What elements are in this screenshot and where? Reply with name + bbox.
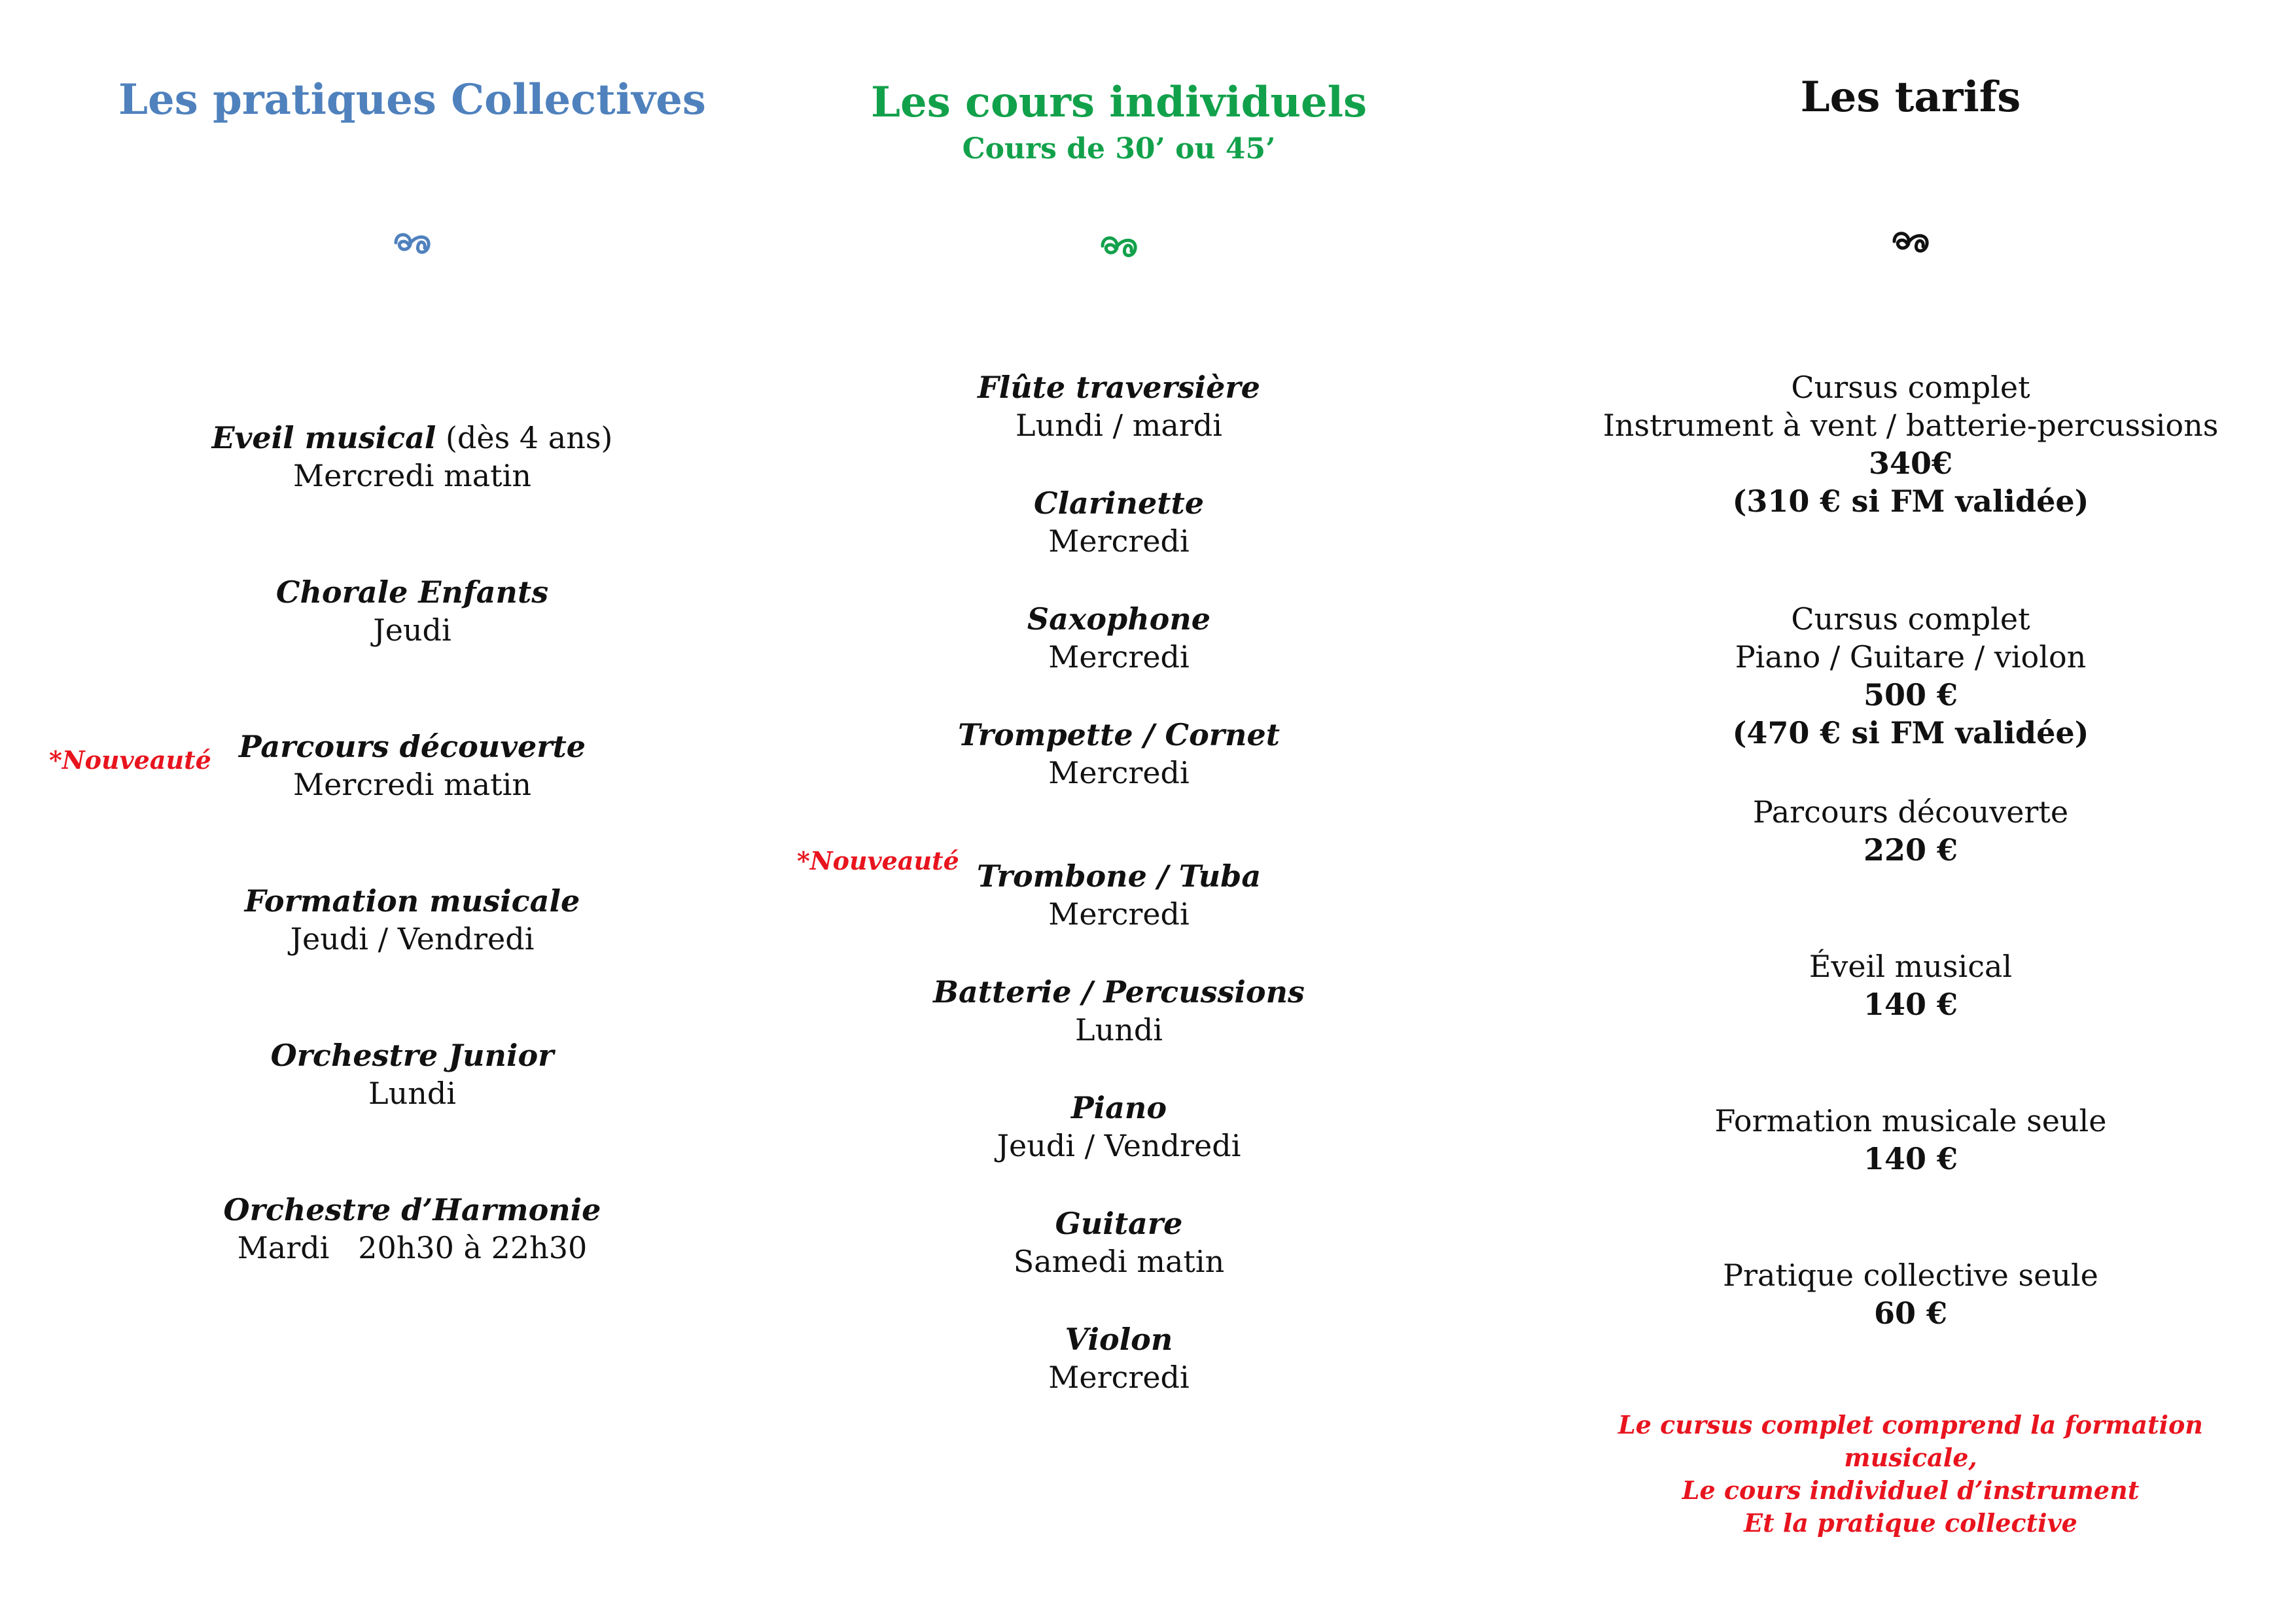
tariff-label: Formation musicale seule bbox=[1714, 1103, 2107, 1138]
item-schedule: Mercredi matin bbox=[293, 458, 531, 493]
tariff-reduced-price: (310 € si FM validée) bbox=[1732, 484, 2089, 519]
tariff-label: Parcours découverte bbox=[1752, 794, 2069, 830]
item-title: Eveil musical bbox=[211, 420, 436, 455]
item-schedule: Mercredi bbox=[1048, 755, 1190, 790]
footnote-line: Le cours individuel d’instrument bbox=[1682, 1475, 2140, 1505]
tariff-block bbox=[1551, 600, 2270, 752]
tariff-block bbox=[1551, 793, 2270, 869]
tariff-block bbox=[1551, 1256, 2270, 1332]
item-title: Saxophone bbox=[1027, 601, 1211, 637]
list-item bbox=[85, 573, 739, 649]
tariff-price: 140 € bbox=[1863, 987, 1958, 1022]
list-item bbox=[792, 716, 1446, 792]
item-title: Orchestre d’Harmonie bbox=[223, 1192, 601, 1227]
item-title: Trombone / Tuba bbox=[976, 858, 1262, 894]
item-title: Piano bbox=[1071, 1090, 1167, 1125]
collective-practices-column bbox=[85, 0, 739, 1622]
item-schedule: Mardi 20h30 à 22h30 bbox=[237, 1230, 588, 1265]
cursus-footnote bbox=[1551, 1409, 2270, 1540]
fleuron-icon-svg bbox=[389, 226, 435, 258]
item-schedule: Mercredi bbox=[1048, 639, 1190, 675]
prices-column bbox=[1551, 0, 2270, 1622]
list-item bbox=[85, 882, 739, 958]
item-schedule: Jeudi / Vendredi bbox=[290, 921, 535, 957]
tariff-price: 500 € bbox=[1863, 677, 1958, 713]
tariff-label: Éveil musical bbox=[1809, 949, 2013, 984]
list-item bbox=[792, 600, 1446, 676]
item-age-note: (dès 4 ans) bbox=[436, 420, 613, 455]
fleuron-icon-svg bbox=[1096, 229, 1142, 262]
tariff-block bbox=[1551, 368, 2270, 520]
tariff-label: Cursus complet bbox=[1791, 601, 2030, 637]
fleuron-icon bbox=[85, 226, 739, 264]
item-schedule: Jeudi bbox=[373, 612, 451, 648]
list-item bbox=[792, 484, 1446, 560]
item-title: Parcours découverte bbox=[239, 729, 586, 764]
item-schedule: Mercredi bbox=[1048, 896, 1190, 932]
tariff-price: 340€ bbox=[1868, 446, 1953, 481]
list-item bbox=[792, 1205, 1446, 1280]
tariff-detail: Instrument à vent / batterie-percussions bbox=[1602, 408, 2219, 443]
tariff-price: 220 € bbox=[1863, 832, 1958, 868]
item-schedule: Lundi bbox=[1075, 1012, 1163, 1048]
item-schedule: Mercredi bbox=[1048, 1360, 1190, 1395]
item-schedule: Lundi bbox=[368, 1076, 456, 1111]
list-item bbox=[792, 973, 1446, 1049]
tariff-price: 60 € bbox=[1873, 1296, 1948, 1331]
fleuron-icon bbox=[1551, 224, 2270, 263]
item-title: Batterie / Percussions bbox=[933, 974, 1305, 1010]
fleuron-icon bbox=[792, 229, 1446, 268]
item-title: Formation musicale bbox=[244, 883, 580, 919]
item-title: Chorale Enfants bbox=[275, 574, 549, 610]
footnote-line: Le cursus complet comprend la formation musicale, bbox=[1618, 1410, 2203, 1472]
tariff-detail: Piano / Guitare / violon bbox=[1735, 639, 2087, 675]
list-item bbox=[85, 1036, 739, 1112]
footnote-line: Et la pratique collective bbox=[1744, 1508, 2077, 1538]
new-badge: *Nouveauté bbox=[797, 846, 959, 875]
prices-heading: Les tarifs bbox=[1800, 73, 2021, 122]
item-schedule: Mercredi matin bbox=[293, 767, 531, 802]
item-title: Orchestre Junior bbox=[270, 1038, 554, 1073]
individual-lessons-heading: Les cours individuels bbox=[871, 78, 1367, 127]
tariff-price: 140 € bbox=[1863, 1141, 1958, 1176]
item-schedule: Lundi / mardi bbox=[1016, 408, 1222, 443]
list-item bbox=[792, 1320, 1446, 1396]
item-title: Trompette / Cornet bbox=[958, 717, 1280, 752]
fleuron-icon-svg bbox=[1888, 224, 1934, 257]
item-schedule: Jeudi / Vendredi bbox=[997, 1128, 1241, 1163]
tariff-label: Pratique collective seule bbox=[1723, 1258, 2098, 1293]
lesson-duration-subheading: Cours de 30’ ou 45’ bbox=[962, 132, 1276, 166]
item-schedule: Mercredi bbox=[1048, 523, 1190, 559]
new-badge: *Nouveauté bbox=[49, 745, 211, 775]
tariff-block bbox=[1551, 947, 2270, 1023]
tariff-label: Cursus complet bbox=[1791, 370, 2030, 405]
item-title: Clarinette bbox=[1033, 485, 1205, 521]
list-item bbox=[792, 1089, 1446, 1165]
item-title: Guitare bbox=[1055, 1206, 1183, 1241]
list-item bbox=[85, 419, 739, 495]
item-schedule: Samedi matin bbox=[1013, 1244, 1225, 1279]
tariff-block bbox=[1551, 1102, 2270, 1178]
individual-lessons-column bbox=[792, 0, 1446, 1622]
tariff-reduced-price: (470 € si FM validée) bbox=[1732, 715, 2089, 750]
list-item bbox=[792, 368, 1446, 444]
item-title: Flûte traversière bbox=[978, 370, 1260, 405]
item-title: Violon bbox=[1065, 1322, 1173, 1357]
collective-practices-heading: Les pratiques Collectives bbox=[118, 75, 706, 124]
list-item bbox=[85, 1191, 739, 1267]
